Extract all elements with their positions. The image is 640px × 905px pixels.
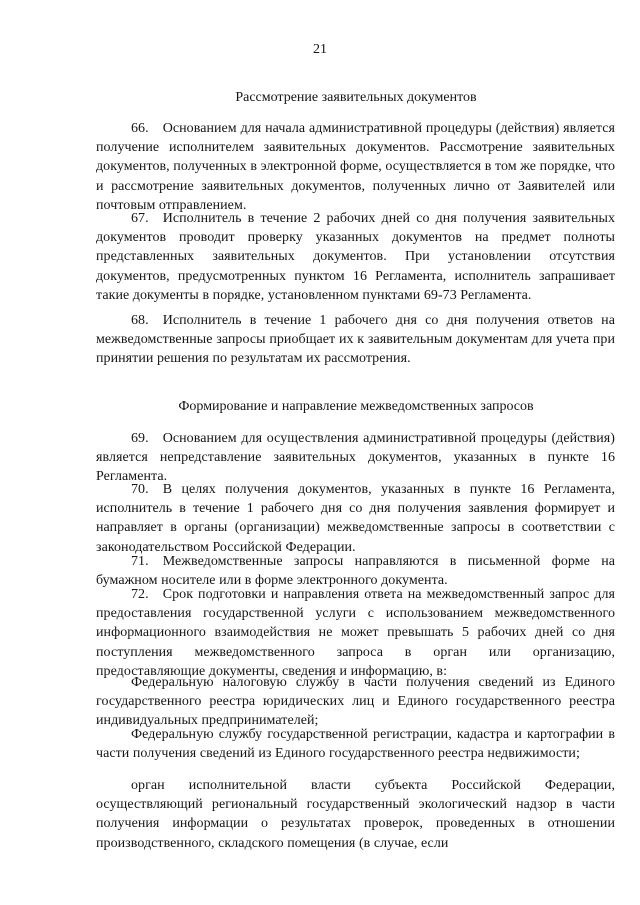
list-item-regional-authority: орган исполнительной власти субъекта Российской Федерации, осуществляющий региональный государственный экологический надзор в части получения информации о результатах проверок, проведенных в отношении производственного, складского помещения (в случае, если	[96, 778, 615, 851]
paragraph-71: 71. Межведомственные запросы направляются в письменной форме на бумажном носителе или в форме электронного документа.	[96, 554, 615, 589]
section-title-review: Рассмотрение заявительных документов	[235, 90, 477, 105]
list-item-tax-service: Федеральную налоговую службу в части получения сведений из Единого государственного реестра юридических лиц и Единого государственного реестра индивидуальных предпринимателей;	[96, 675, 615, 729]
paragraph-70: 70. В целях получения документов, указанных в пункте 16 Регламента, исполнитель в течение 1 рабочего дня со дня получения заявления формирует и направляет в органы (организации) межведомственные запросы в соответствии с законодательством Российской Федерации.	[96, 482, 615, 555]
paragraph-72: 72. Срок подготовки и направления ответа на межведомственный запрос для предоставления государственной услуги с использованием межведомственного информационного взаимодействия не может превышать 5 рабочих дней со дня поступления межведомственного запроса в орган или организацию, предоставляющие документы, сведения и информацию, в:	[96, 587, 615, 679]
paragraph-68: 68. Исполнитель в течение 1 рабочего дня со дня получения ответов на межведомственные запросы приобщает их к заявительным документам для учета при принятии решения по результатам их рассмотрения.	[96, 313, 615, 367]
paragraph-66: 66. Основанием для начала административной процедуры (действия) является получение исполнителем заявительных документов. Рассмотрение заявительных документов, полученных в электронной форме, осуществляется в том же порядке, что и рассмотрение заявительных документов, полученных лично от Заявителей или почтовым отправлением.	[96, 121, 615, 213]
section-title-interagency-requests: Формирование и направление межведомственных запросов	[178, 399, 534, 414]
paragraph-67: 67. Исполнитель в течение 2 рабочих дней со дня получения заявительных документов проводит проверку указанных документов на предмет полноты представленных заявительных документов. При установлении отсутствия документов, предусмотренных пунктом 16 Регламента, исполнитель запрашивает такие документы в порядке, установленном пунктами 69-73 Регламента.	[96, 211, 615, 303]
list-item-registration-service: Федеральную службу государственной регистрации, кадастра и картографии в части получения сведений из Единого государственного реестра недвижимости;	[96, 727, 615, 762]
page-number: 21	[313, 42, 327, 57]
paragraph-69: 69. Основанием для осуществления административной процедуры (действия) является непредставление заявительных документов, указанных в пункте 16 Регламента.	[96, 431, 615, 485]
